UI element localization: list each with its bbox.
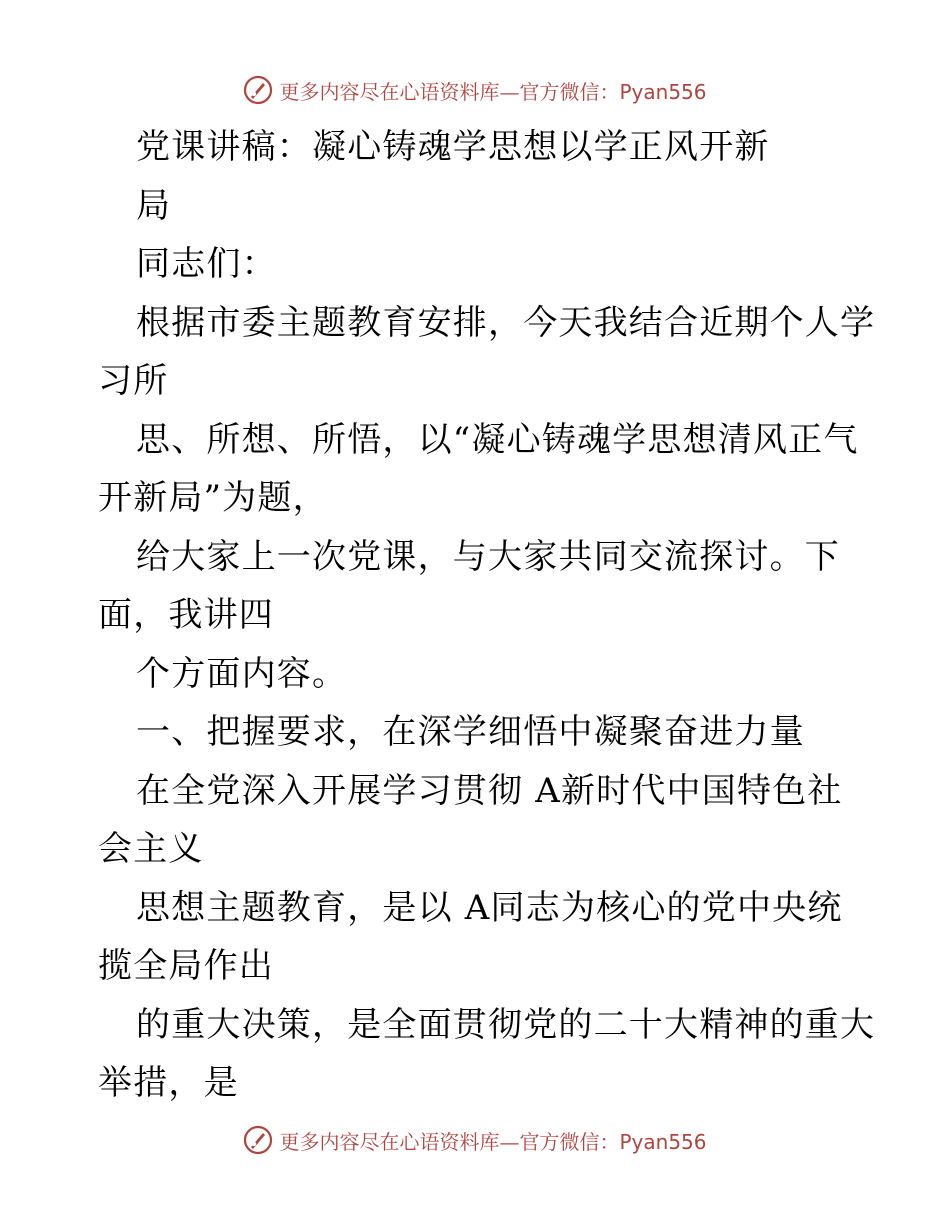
paragraph-line: 习所 xyxy=(98,361,169,401)
paragraph-line: 思想主题教育，是以 A同志为核心的党中央统 xyxy=(136,887,843,928)
paragraph-line: 开新局”为题， xyxy=(98,478,328,518)
banner-wechat-id: Pyan556 xyxy=(619,1129,707,1154)
header-banner xyxy=(0,70,950,110)
paragraph-line: 揽全局作出 xyxy=(98,946,274,986)
document-body xyxy=(98,118,876,1113)
paragraph-line: 给大家上一次党课，与大家共同交流探讨。下 xyxy=(136,536,840,577)
document-title-line-2: 局 xyxy=(136,185,172,226)
paragraph-line: 根据市委主题教育安排，今天我结合近期个人学 xyxy=(136,302,876,343)
quill-pen-logo-icon xyxy=(243,75,273,105)
salutation: 同志们： xyxy=(136,244,277,284)
section-heading: 一、把握要求，在深学细悟中凝聚奋进力量 xyxy=(136,712,805,752)
banner-label: 更多内容尽在心语资料库—官方微信： xyxy=(279,79,620,104)
banner-wechat-id: Pyan556 xyxy=(619,79,707,104)
paragraph-line: 面，我讲四 xyxy=(98,595,274,635)
banner-label: 更多内容尽在心语资料库—官方微信： xyxy=(279,1129,620,1154)
quill-pen-logo-icon xyxy=(243,1125,273,1155)
paragraph-line: 个方面内容。 xyxy=(136,653,348,694)
paragraph-line: 举措，是 xyxy=(98,1063,239,1103)
footer-banner xyxy=(0,1120,950,1160)
banner-text xyxy=(279,76,706,105)
paragraph-line: 在全党深入开展学习贯彻 A新时代中国特色社 xyxy=(136,770,843,811)
document-title-line-1: 党课讲稿：凝心铸魂学思想以学正风开新 xyxy=(136,127,770,167)
paragraph-line: 会主义 xyxy=(98,829,204,869)
paragraph-line: 的重大决策，是全面贯彻党的二十大精神的重大 xyxy=(136,1004,876,1045)
banner-text xyxy=(279,1126,706,1155)
paragraph-line: 思、所想、所悟，以“凝心铸魂学思想清风正气 xyxy=(136,419,859,460)
